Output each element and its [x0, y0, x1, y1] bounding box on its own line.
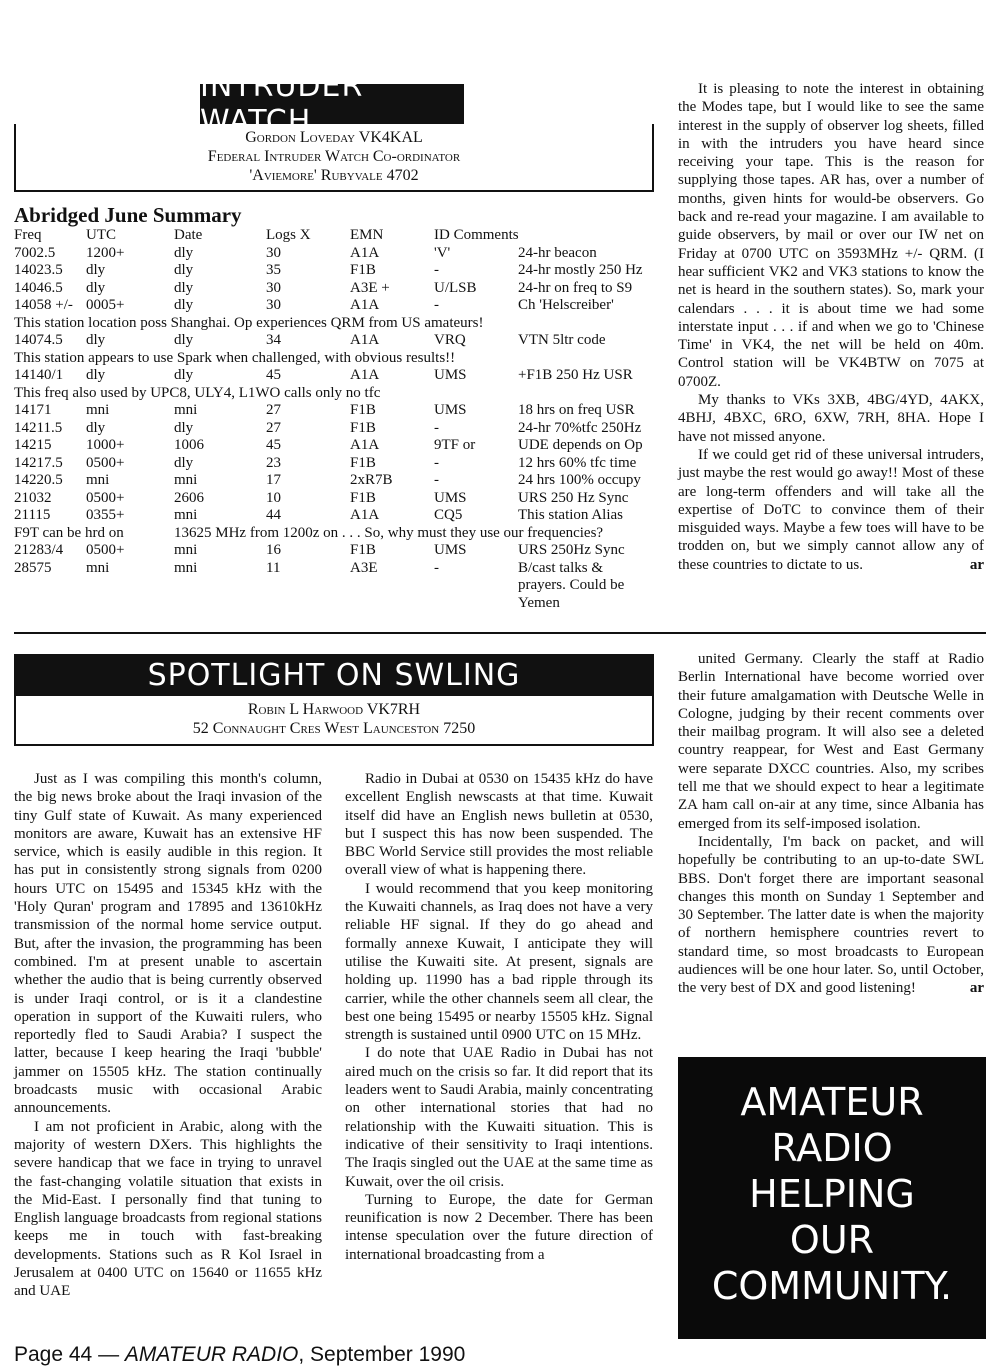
- table-cell: This station Alias: [518, 507, 623, 523]
- table-cell: mni: [174, 559, 198, 576]
- table-cell: 0500+: [86, 542, 125, 558]
- table-cell: 14046.5: [14, 279, 63, 296]
- table-cell: -: [434, 559, 439, 576]
- table-cell: mni: [174, 472, 198, 488]
- table-cell: 45: [266, 437, 281, 453]
- amateur-radio-ad: [678, 1057, 986, 1339]
- table-cell: 34: [266, 332, 281, 348]
- paragraph: My thanks to VKs 3XB, 4BG/4YD, 4AKX, 4BHJ, 4BXC, 6RO, 6XW, 7RH, 8HA. Hope I have not missed anyone.: [678, 392, 984, 445]
- table-cell: 11: [266, 559, 281, 576]
- intruder-byline-box: [14, 124, 654, 192]
- table-cell: 27: [266, 419, 281, 436]
- table-cell: 21115: [14, 507, 51, 523]
- swling-author: Robin L Harwood VK7RH: [247, 701, 421, 718]
- intruder-column-text: [678, 80, 984, 574]
- ad-line: AMATEUR: [740, 1080, 924, 1124]
- table-cell: A1A: [350, 297, 380, 313]
- table-cell: 14171: [14, 402, 52, 418]
- swling-address: 52 Connaught Cres West Launceston 7250: [192, 720, 476, 737]
- table-cell: 21032: [14, 489, 52, 506]
- signoff: ar: [969, 980, 984, 997]
- table-cell: VTN 5ltr code: [518, 332, 606, 348]
- paragraph: If we could get rid of these universal intruders, just maybe the rest would go away!! Most of these are long-term offenders and will take all the expertise of DoTC to convince them of their misguided ways. Maybe a few toes will have to be trodden on, but we simply cannot allow any of these countries to dictate to us. ar: [678, 446, 984, 573]
- signoff: ar: [969, 556, 984, 573]
- table-cell: 1200+: [86, 244, 125, 261]
- swling-byline-box: [14, 696, 654, 746]
- table-cell: 14211.5: [14, 419, 63, 436]
- table-cell: 16: [266, 542, 281, 558]
- table-cell: 1006: [174, 437, 204, 453]
- table-cell: VRQ: [434, 332, 466, 348]
- table-cell: 35: [266, 262, 281, 278]
- swling-column-1: [14, 770, 322, 1301]
- table-cell: 17: [266, 472, 281, 488]
- table-cell: mni: [86, 472, 110, 488]
- intruder-title: Federal Intruder Watch Co-ordinator: [207, 148, 461, 165]
- table-cell: 14217.5: [14, 454, 63, 471]
- table-note: This freq also used by UPC8, ULY4, L1WO calls only no tfc: [14, 384, 381, 401]
- table-cell: U/LSB: [434, 279, 477, 296]
- table-cell: 28575: [14, 559, 52, 576]
- table-cell: F1B: [350, 262, 376, 278]
- table-cell: A3E +: [350, 279, 390, 296]
- table-cell: 1000+: [86, 437, 125, 453]
- table-cell: A1A: [350, 437, 380, 453]
- table-note: 13625 MHz from 1200z on . . . So, why must they use our frequencies?: [174, 524, 604, 541]
- table-cell: dly: [86, 332, 106, 348]
- table-cell: dly: [86, 367, 106, 383]
- table-header: Date: [174, 227, 203, 243]
- table-cell: F1B: [350, 419, 376, 436]
- table-cell: 10: [266, 489, 281, 506]
- table-cell: UMS: [434, 402, 467, 418]
- table-cell: A1A: [350, 507, 380, 523]
- table-cell: A1A: [350, 244, 380, 261]
- table-cell: 0500+: [86, 489, 125, 506]
- intruder-address: 'Aviemore' Rubyvale 4702: [249, 167, 419, 184]
- table-cell: 24-hr on freq to S9: [518, 279, 633, 296]
- table-cell: A1A: [350, 332, 380, 348]
- table-cell: 2606: [174, 489, 204, 506]
- table-cell: F1B: [350, 542, 376, 558]
- paragraph: I would recommend that you keep monitoring the Kuwaiti channels, as Iraq does not have a very reliable HF signal. If they do go ahead and formally annexe Kuwait, I anticipate they will utilise the Kuwaiti site. At present, signals are holding up. 11990 has a bad ripple through its carrier, while the other channels seem all clear, the best one being 15495 or nearby 15505 kHz. Signal strength is sustained until 0900 UTC on 15 MHz.: [345, 880, 653, 1044]
- table-cell: 14140/1: [14, 367, 64, 383]
- table-cell: -: [434, 454, 439, 471]
- footer-date: , September 1990: [298, 1343, 466, 1366]
- intruder-watch-banner: INTRUDER WATCH: [200, 84, 464, 124]
- table-cell: prayers. Could be: [518, 577, 625, 593]
- table-cell: F1B: [350, 454, 376, 471]
- table-cell: A1A: [350, 367, 380, 383]
- table-cell: -: [434, 262, 439, 278]
- paragraph: Turning to Europe, the date for German reunification is now 2 December. There has been intense speculation over the future direction of international broadcasting from a: [345, 1191, 653, 1263]
- table-cell: mni: [174, 507, 198, 523]
- table-cell: 21283/4: [14, 542, 64, 558]
- table-cell: 2xR7B: [350, 472, 393, 488]
- table-cell: +F1B 250 Hz USR: [518, 367, 633, 383]
- swling-banner: SPOTLIGHT ON SWLING: [14, 654, 654, 696]
- table-cell: 14215: [14, 437, 52, 453]
- table-cell: 'V': [434, 244, 451, 261]
- table-cell: 14074.5: [14, 332, 63, 348]
- paragraph: Just as I was compiling this month's column, the big news broke about the Iraqi invasion of the tiny Gulf state of Kuwait. As many experienced monitors are aware, Kuwait has an extensive HF service, which is easily audible in this region. It has put in consistently strong signals from 0200 hours UTC on 15495 and 15345 kHz with the 'Holy Quran' program and 17895 and 13610kHz transmission of the normal home service output. But, after the invasion, the programming has been combined. I'm at present unable to ascertain whether the audio that is being currently observed is under Iraqi control, or is it a clandestine operation in support of the Kuwaiti rulers, who reportedly fled to Saudi Arabia? I suspect the latter, because I keep hearing the Iraqi 'bubble' jammer on 15505 kHz. The station continually broadcasts music with occasional Arabic announcements.: [14, 771, 322, 1117]
- table-cell: 24-hr beacon: [518, 244, 597, 261]
- table-cell: UMS: [434, 489, 467, 506]
- paragraph: united Germany. Clearly the staff at Radio Berlin International have become worried over their future amalgamation with Deutsche Welle in Cologne, judging by their recent comments over their mailbag program. It will also see a deleted country reappear, for West and East Germany were separate DXCC countries. Also, my scribes tell me that we should expect to hear a legitimate ZA ham call on-air at any time, since Albania has emerged from its self-imposed isolation.: [678, 651, 984, 832]
- ad-line: RADIO: [771, 1126, 893, 1170]
- table-cell: 23: [266, 454, 281, 471]
- table-cell: UDE depends on Op: [518, 437, 643, 453]
- table-cell: 30: [266, 279, 281, 296]
- table-cell: 14220.5: [14, 472, 63, 488]
- table-cell: dly: [86, 419, 106, 436]
- table-cell: mni: [86, 402, 110, 418]
- table-cell: dly: [174, 419, 194, 436]
- table-cell: 24-hr 70%tfc 250Hz: [518, 419, 642, 436]
- table-cell: Yemen: [518, 594, 560, 611]
- table-cell: 30: [266, 297, 281, 313]
- table-cell: dly: [86, 279, 106, 296]
- table-cell: UMS: [434, 542, 467, 558]
- paragraph: I am not proficient in Arabic, along with the majority of western DXers. This highlights the severe handicap that we face in trying to unravel the fast-changing volatile situation that exists in the Mid-East. I personally find that tuning to English language broadcasts from regional stations keeps me in touch with fast-breaking developments. Stations such as R Kol Israel in Jerusalem at 0400 UTC on 15640 or 11655 kHz and UAE: [14, 1118, 322, 1300]
- ad-line: COMMUNITY.: [711, 1264, 953, 1308]
- intruder-author: Gordon Loveday VK4KAL: [245, 129, 423, 146]
- table-cell: dly: [174, 454, 194, 471]
- table-cell: A3E: [350, 559, 378, 576]
- paragraph: Incidentally, I'm back on packet, and will hopefully be contributing to an up-to-date SWL BBS. Don't forget there are important seasonal changes this month on Sunday 1 September and 30 September. The latter date is when the majority of northern hemisphere countries revert to standard time, so most broadcasts to European audiences will be one hour later. So, until October, the very best of DX and good listening! ar: [678, 833, 984, 997]
- table-cell: 27: [266, 402, 281, 418]
- table-cell: 14058 +/-: [14, 297, 73, 313]
- table-header: ID Comments: [434, 227, 519, 243]
- table-cell: dly: [174, 332, 194, 348]
- footer-magazine: AMATEUR RADIO: [124, 1343, 299, 1366]
- table-cell: dly: [86, 262, 106, 278]
- table-cell: dly: [174, 279, 194, 296]
- table-cell: 30: [266, 244, 281, 261]
- table-note: This station location poss Shanghai. Op experiences QRM from US amateurs!: [14, 314, 484, 331]
- table-cell: UMS: [434, 367, 467, 383]
- table-cell: 12 hrs 60% tfc time: [518, 454, 637, 471]
- table-cell: 0355+: [86, 507, 125, 523]
- swling-column-3: [678, 650, 984, 998]
- page-footer: [14, 1343, 465, 1367]
- table-cell: 0005+: [86, 297, 125, 313]
- table-cell: 44: [266, 507, 281, 523]
- table-cell: URS 250Hz Sync: [518, 542, 625, 558]
- table-cell: dly: [174, 367, 194, 383]
- table-cell: Ch 'Helscreiber': [518, 297, 614, 313]
- table-cell: F1B: [350, 402, 376, 418]
- table-header: Freq: [14, 227, 42, 243]
- table-cell: 9TF or: [434, 437, 476, 453]
- table-header: EMN: [350, 227, 384, 243]
- table-cell: -: [434, 419, 439, 436]
- table-cell: URS 250 Hz Sync: [518, 489, 629, 506]
- table-cell: dly: [174, 262, 194, 278]
- table-cell: B/cast talks &: [518, 559, 603, 576]
- table-cell: 14023.5: [14, 262, 63, 278]
- table-cell: 24-hr mostly 250 Hz: [518, 262, 643, 278]
- paragraph: Radio in Dubai at 0530 on 15435 kHz do have excellent English newscasts at that time. Kuwait itself did have an English news bulletin at 0530, but I suspect this has now been suspended. The BBC World Service still provides the most reliable overall view of what is happening there.: [345, 771, 653, 879]
- table-cell: 0500+: [86, 454, 125, 471]
- table-cell: -: [434, 297, 439, 313]
- summary-table: [14, 227, 654, 617]
- section-divider: [14, 632, 986, 634]
- table-cell: -: [434, 472, 439, 488]
- table-note: F9T can be hrd on: [14, 524, 124, 541]
- table-cell: 18 hrs on freq USR: [518, 402, 635, 418]
- table-header: Logs X: [266, 227, 311, 243]
- table-cell: mni: [174, 542, 198, 558]
- table-note: This station appears to use Spark when challenged, with obvious results!!: [14, 349, 456, 366]
- table-cell: F1B: [350, 489, 376, 506]
- ad-line: HELPING: [749, 1172, 915, 1216]
- table-cell: dly: [174, 297, 194, 313]
- table-header: UTC: [86, 227, 116, 243]
- table-cell: mni: [86, 559, 110, 576]
- footer-page: Page 44 —: [14, 1343, 125, 1366]
- swling-column-2: [345, 770, 653, 1264]
- table-cell: 45: [266, 367, 281, 383]
- ad-line: OUR: [789, 1218, 875, 1262]
- table-cell: dly: [174, 244, 194, 261]
- paragraph: I do note that UAE Radio in Dubai has not aired much on the crisis so far. It did report that its leaders went to Saudi Arabia, mainly concentrating on other international stories that had no relationship with the Kuwaiti situation. This is indicative of their sensitivity to Iraqi intentions. The Iraqis singled out the UAE at the same time as Kuwait, over the oil crisis.: [345, 1045, 653, 1190]
- table-cell: CQ5: [434, 507, 463, 523]
- table-cell: mni: [174, 402, 198, 418]
- summary-title: Abridged June Summary: [14, 203, 242, 227]
- table-cell: 24 hrs 100% occupy: [518, 472, 641, 488]
- paragraph: It is pleasing to note the interest in obtaining the Modes tape, but I would like to see the same interest in the supply of observer log sheets, filled in with the intruders you have heard since receiving your tape. This is the reason for supplying those tapes. AR has, over a number of months, given hints for would-be observers. Go back and re-read your magazine. I am available to guide observers, by mail or over our IW net on Friday at 0700 UTC on 3593MHz +/- QRM. (I hear sufficient VK2 and VK3 stations to know the net is heard in the southern states). So, mark your calendars . . . it is about time we had some interstate input . . . if and when we go to 'Chinese Time' in VK4, the net will be held on 40m. Control station will be VK4BTW on 7075 at 0700Z.: [678, 81, 984, 390]
- table-cell: 7002.5: [14, 244, 56, 261]
